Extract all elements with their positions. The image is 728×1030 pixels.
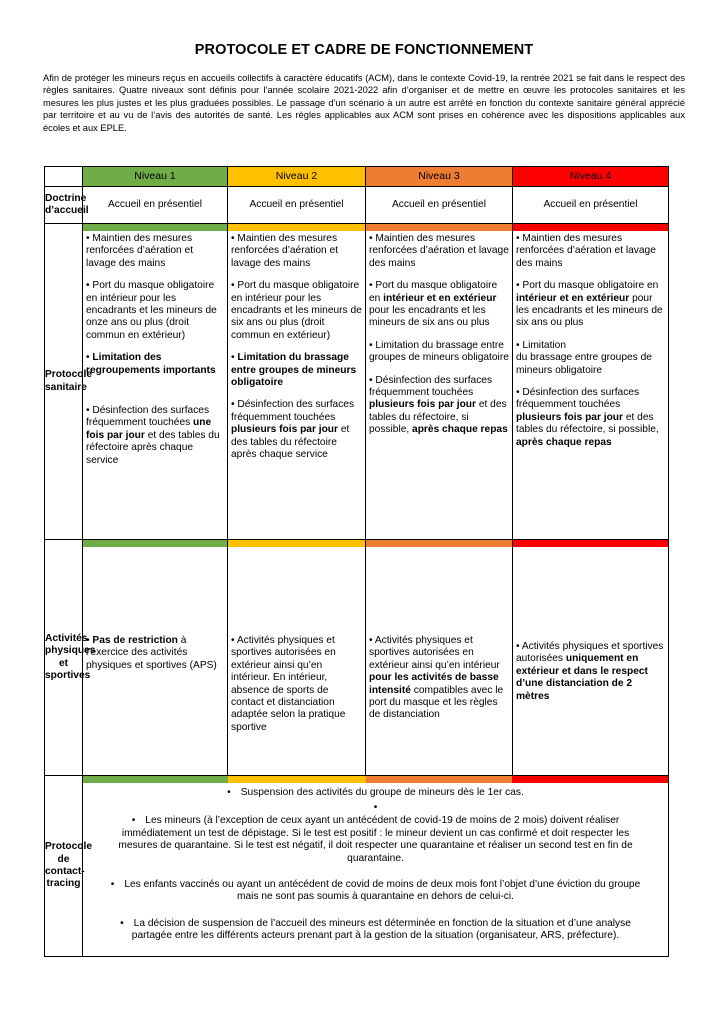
table-row-doctrine xyxy=(45,187,669,224)
level-bar xyxy=(513,224,668,231)
sanitaire-n4-p3: • Limitation du brassage entre groupes de mineurs obligatoire xyxy=(516,339,652,376)
row-label-doctrine: Doctrine d’accueil xyxy=(45,187,83,224)
sanitaire-n1-p4: • Désinfection des surfaces fréquemment touchées une fois par jour et des tables du réfectoire après chaque service xyxy=(86,405,220,466)
level-bar xyxy=(83,540,227,547)
intro-paragraph: Afin de protéger les mineurs reçus en accueils collectifs à caractère éducatifs (ACM), dans le contexte Covid-19, la rentrée 2021 se fait dans le respect des règles sanitaires. Quatre niveaux sont définis pour l’année scolaire 2021-2022 afin d’organiser et de mettre en œuvre les protocoles sanitaires et les mesures les plus justes et les plus graduées possibles. Le passage d’un scénario à un autre est arrêté en fonction du contexte sanitaire général apprécié par territoire et au vu de l’avis des autorités de santé. Les règles applicables aux ACM sont prises en cohérence avec les dispositions applicables aux écoles et aux EPLE. xyxy=(43,73,685,133)
list-item: • xyxy=(373,802,378,814)
contact-tracing-cell xyxy=(83,776,669,957)
sanitaire-n1-p1: • Maintien des mesures renforcées d’aération et lavage des mains xyxy=(86,233,194,269)
sanitaire-n1-p2: • Port du masque obligatoire en intérieur pour les encadrants et les mineurs de onze ans ou plus (droit commun en extérieur) xyxy=(86,280,217,341)
activites-niveau-3 xyxy=(366,540,513,776)
table-row-contact-tracing xyxy=(45,776,669,957)
activites-n4-text: • Activités physiques et sportives autorisées uniquement en extérieur et dans le respect d’une distanciation de 2 mètres xyxy=(516,641,664,702)
level-bar xyxy=(228,776,366,783)
level-bar xyxy=(366,224,512,231)
table-header-row xyxy=(45,167,669,187)
level-bar xyxy=(513,540,668,547)
protocol-table xyxy=(44,166,669,957)
level-bar xyxy=(228,224,365,231)
sanitaire-n2-p2: • Port du masque obligatoire en intérieur pour les encadrants et les mineurs de six ans ou plus (droit commun en extérieur) xyxy=(231,280,362,341)
sanitaire-n1-p3: • Limitation des regroupements importants xyxy=(86,352,216,376)
header-niveau-4: Niveau 4 xyxy=(513,167,669,187)
list-item: • Suspension des activités du groupe de mineurs dès le 1er cas. xyxy=(227,787,524,798)
list-item: • Les mineurs (à l’exception de ceux ayant un antécédent de covid-19 de moins de 2 mois) doivent réaliser immédiatement un test de dépistage. Si le test est positif : le mineur devient un cas confirmé et doit respecter les mesures de quarantaine. Si le test est négatif, il doit respecter une quarantaine et réaliser un second test en fin de quarantaine. xyxy=(118,815,633,864)
activites-niveau-4 xyxy=(513,540,669,776)
activites-n1-text: • Pas de restriction à l’exercice des activités physiques et sportives (APS) xyxy=(86,635,217,671)
activites-niveau-2 xyxy=(228,540,366,776)
sanitaire-n4-p2: • Port du masque obligatoire en intérieur et en extérieur pour les encadrants et les mineurs de six ans ou plus xyxy=(516,280,663,329)
level-bar xyxy=(83,224,227,231)
sanitaire-n3-p1: • Maintien des mesures renforcées d’aération et lavage des mains xyxy=(369,233,509,269)
sanitaire-n3-p2: • Port du masque obligatoire en intérieur et en extérieur pour les encadrants et les mineurs de six ans ou plus xyxy=(369,280,498,329)
sanitaire-n3-p4: • Désinfection des surfaces fréquemment touchées plusieurs fois par jour et des tables du réfectoire, si possible, après chaque repas xyxy=(369,374,508,436)
sanitaire-n4-p1: • Maintien des mesures renforcées d’aération et lavage des mains xyxy=(516,233,656,269)
level-bar xyxy=(512,776,668,783)
activites-niveau-1 xyxy=(83,540,228,776)
row-label-contact-tracing: Protocole de contact-tracing xyxy=(45,776,83,957)
header-niveau-1: Niveau 1 xyxy=(83,167,228,187)
sanitaire-niveau-2 xyxy=(228,224,366,540)
header-niveau-2: Niveau 2 xyxy=(228,167,366,187)
doctrine-niveau-2: Accueil en présentiel xyxy=(228,187,366,224)
activites-n2-text: • Activités physiques et sportives autorisées en extérieur ainsi qu’en intérieur. En intérieur, absence de sports de contact et distanciation adaptée selon la pratique sportive xyxy=(231,635,346,733)
table-row-activites xyxy=(45,540,669,776)
doctrine-niveau-1: Accueil en présentiel xyxy=(83,187,228,224)
doctrine-niveau-4: Accueil en présentiel xyxy=(513,187,669,224)
level-bar xyxy=(366,776,513,783)
sanitaire-n4-p4: • Désinfection des surfaces fréquemment touchées plusieurs fois par jour et des tables du réfectoire, si possible, après chaque repas xyxy=(516,387,659,448)
level-bar xyxy=(366,540,512,547)
list-item: • La décision de suspension de l’accueil des mineurs est déterminée en fonction de la situation et d’une analyse partagée entre les différents acteurs prenant part à la gestion de la situation (organisateur, ARS, préfecture). xyxy=(120,917,631,942)
sanitaire-n2-p4: • Désinfection des surfaces fréquemment touchées plusieurs fois par jour et des tables du réfectoire après chaque service xyxy=(231,399,355,461)
page-title: PROTOCOLE ET CADRE DE FONCTIONNEMENT xyxy=(194,42,534,58)
sanitaire-niveau-4 xyxy=(513,224,669,540)
level-bar xyxy=(83,776,228,783)
sanitaire-n3-p3: • Limitation du brassage entre groupes de mineurs obligatoire xyxy=(369,339,509,364)
level-bar xyxy=(228,540,365,547)
sanitaire-n2-p1: • Maintien des mesures renforcées d’aération et lavage des mains xyxy=(231,233,339,269)
level-bar-strip xyxy=(83,776,668,783)
sanitaire-n2-p3: • Limitation du brassage entre groupes de mineurs obligatoire xyxy=(231,352,357,389)
list-item: • Les enfants vaccinés ou ayant un antécédent de covid de moins de deux mois font l’objet d’une éviction du groupe mais ne sont pas soumis à quarantaine en dehors de celui-ci. xyxy=(110,879,641,903)
sanitaire-niveau-3 xyxy=(366,224,513,540)
table-row-sanitaire xyxy=(45,224,669,540)
header-empty-cell xyxy=(45,167,83,187)
contact-tracing-list xyxy=(83,783,668,943)
row-label-sanitaire: Protocole sanitaire xyxy=(45,224,83,540)
activites-n3-text: • Activités physiques et sportives autorisées en extérieur ainsi qu’en intérieur pour les activités de basse intensité compatibles avec le port du masque et les règles de distanciation xyxy=(369,635,504,721)
sanitaire-niveau-1 xyxy=(83,224,228,540)
row-label-activites: Activités physiques et sportives xyxy=(45,540,83,776)
header-niveau-3: Niveau 3 xyxy=(366,167,513,187)
doctrine-niveau-3: Accueil en présentiel xyxy=(366,187,513,224)
